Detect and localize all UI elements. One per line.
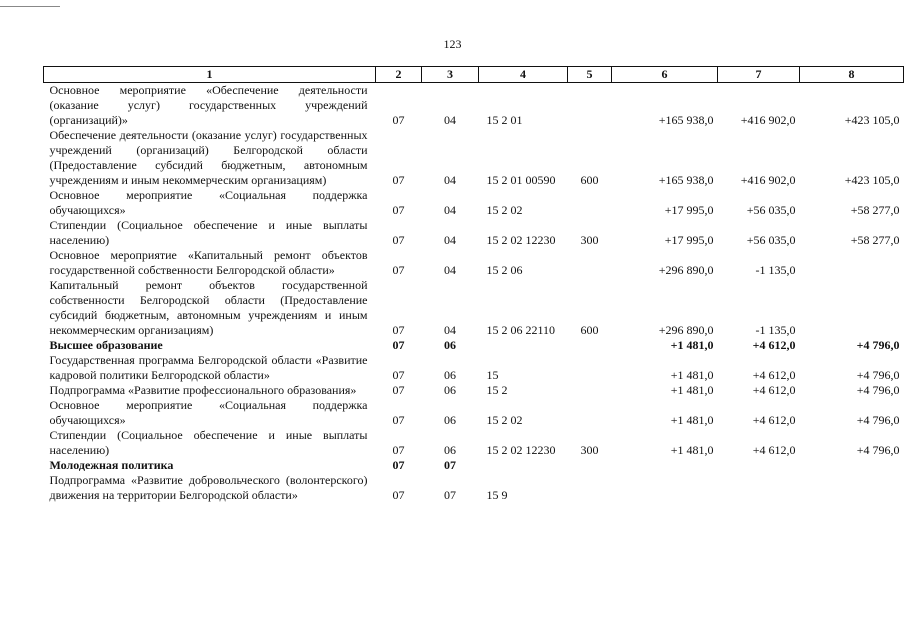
row-amount-3: +4 796,0 [856, 383, 900, 397]
row-expense-type [568, 248, 612, 278]
row-subsection: 06 [444, 443, 456, 457]
row-amount-3 [800, 458, 904, 473]
header-row [44, 67, 904, 83]
row-amount-2: +56 035,0 [746, 203, 796, 217]
row-amount-2 [718, 458, 800, 473]
header-col-2: 2 [376, 67, 422, 83]
table-row [44, 458, 904, 473]
row-amount-2: -1 135,0 [755, 323, 796, 337]
row-amount-1: +1 481,0 [670, 413, 714, 427]
row-amount-3 [800, 473, 904, 503]
header-col-4: 4 [479, 67, 568, 83]
row-amount-2: +416 902,0 [740, 173, 796, 187]
header-col-8: 8 [800, 67, 904, 83]
row-expense-type [568, 188, 612, 218]
row-name: Основное мероприятие «Капитальный ремонт объектов государственной собственности Белгородской области» [49, 248, 368, 277]
row-amount-2: +4 612,0 [752, 338, 796, 352]
header-col-7: 7 [718, 67, 800, 83]
table-row [44, 218, 904, 248]
row-amount-3: +4 796,0 [856, 413, 900, 427]
table-row [44, 278, 904, 338]
row-expense-type [568, 458, 612, 473]
row-name: Подпрограмма «Развитие добровольческого (волонтерского) движения на территории Белгородской области» [49, 473, 368, 502]
row-amount-1: +1 481,0 [670, 443, 714, 457]
row-target-article: 15 2 02 12230 [486, 443, 556, 457]
row-amount-2: +4 612,0 [752, 413, 796, 427]
row-expense-type [568, 338, 612, 353]
row-section: 07 [392, 383, 405, 397]
row-subsection: 07 [444, 488, 456, 502]
row-amount-3: +423 105,0 [844, 173, 900, 187]
scan-mark [0, 6, 60, 7]
row-amount-1: +1 481,0 [670, 383, 714, 397]
row-target-article: 15 2 02 12230 [486, 233, 556, 247]
row-section: 07 [392, 113, 405, 127]
row-amount-1: +1 481,0 [670, 338, 714, 352]
row-subsection: 06 [444, 413, 456, 427]
row-amount-2: -1 135,0 [755, 263, 796, 277]
row-amount-1: +165 938,0 [658, 113, 714, 127]
row-section: 07 [392, 413, 405, 427]
table-row [44, 338, 904, 353]
row-name: Молодежная политика [49, 458, 174, 472]
row-name: Капитальный ремонт объектов государственной собственности Белгородской области (Предоставление субсидий бюджетным, автономным учреждениям и иным некоммерческим организациям) [49, 278, 368, 337]
row-amount-1 [612, 458, 718, 473]
row-target-article: 15 2 06 [486, 263, 523, 277]
row-expense-type [568, 398, 612, 428]
row-name: Стипендии (Социальное обеспечение и иные выплаты населению) [49, 428, 368, 457]
row-amount-3: +58 277,0 [850, 233, 900, 247]
row-target-article [479, 458, 568, 473]
row-name: Высшее образование [49, 338, 163, 352]
row-amount-2 [718, 473, 800, 503]
row-amount-3 [800, 248, 904, 278]
row-amount-1: +296 890,0 [658, 323, 714, 337]
table-row [44, 248, 904, 278]
row-subsection: 04 [444, 233, 456, 247]
row-amount-3: +4 796,0 [856, 368, 900, 382]
row-expense-type [568, 473, 612, 503]
budget-table [43, 66, 904, 503]
row-expense-type [568, 383, 612, 398]
row-amount-2: +56 035,0 [746, 233, 796, 247]
row-target-article: 15 2 06 22110 [486, 323, 556, 337]
table-row [44, 83, 904, 129]
row-section: 07 [392, 443, 405, 457]
row-subsection: 04 [444, 113, 456, 127]
row-amount-1 [612, 473, 718, 503]
table-row [44, 128, 904, 188]
header-col-5: 5 [568, 67, 612, 83]
row-target-article: 15 2 02 [486, 203, 523, 217]
row-name: Основное мероприятие «Обеспечение деятельности (оказание услуг) государственных учреждений (организаций)» [49, 83, 368, 127]
header-col-3: 3 [422, 67, 479, 83]
row-subsection: 04 [444, 203, 456, 217]
row-amount-3: +4 796,0 [856, 443, 900, 457]
row-name: Подпрограмма «Развитие профессионального образования» [49, 383, 357, 397]
row-target-article [479, 338, 568, 353]
row-amount-1: +17 995,0 [664, 233, 714, 247]
row-amount-3: +58 277,0 [850, 203, 900, 217]
row-subsection: 06 [444, 368, 456, 382]
row-amount-1: +1 481,0 [670, 368, 714, 382]
row-expense-type [568, 83, 612, 129]
row-target-article: 15 [486, 368, 499, 382]
row-section: 07 [392, 203, 405, 217]
table-row [44, 398, 904, 428]
row-target-article: 15 2 [486, 383, 508, 397]
row-name: Государственная программа Белгородской области «Развитие кадровой политики Белгородской области» [49, 353, 368, 382]
row-name: Обеспечение деятельности (оказание услуг) государственных учреждений (организаций) Белгородской области (Предоставление субсидий бюджетным, автономным учреждениям и иным некоммерческим организациям) [49, 128, 368, 187]
row-section: 07 [392, 233, 405, 247]
row-subsection: 06 [444, 338, 456, 352]
row-target-article: 15 2 02 [486, 413, 523, 427]
row-amount-3: +4 796,0 [856, 338, 900, 352]
row-subsection: 07 [444, 458, 456, 472]
table-row [44, 188, 904, 218]
row-expense-type: 300 [580, 233, 599, 247]
row-amount-1: +165 938,0 [658, 173, 714, 187]
row-subsection: 04 [444, 323, 456, 337]
table-row [44, 428, 904, 458]
row-amount-2: +4 612,0 [752, 443, 796, 457]
table-row [44, 353, 904, 383]
row-subsection: 04 [444, 263, 456, 277]
row-section: 07 [392, 263, 405, 277]
row-subsection: 04 [444, 173, 456, 187]
row-expense-type: 600 [580, 173, 599, 187]
row-target-article: 15 2 01 00590 [486, 173, 556, 187]
row-name: Стипендии (Социальное обеспечение и иные выплаты населению) [49, 218, 368, 247]
row-target-article: 15 9 [486, 488, 508, 502]
row-name: Основное мероприятие «Социальная поддержка обучающихся» [49, 398, 368, 427]
page-number: 123 [443, 37, 462, 51]
row-name: Основное мероприятие «Социальная поддержка обучающихся» [49, 188, 368, 217]
row-expense-type: 600 [580, 323, 599, 337]
row-amount-3 [800, 278, 904, 338]
row-subsection: 06 [444, 383, 456, 397]
row-section: 07 [392, 173, 405, 187]
row-amount-1: +296 890,0 [658, 263, 714, 277]
header-col-1: 1 [44, 67, 376, 83]
row-section: 07 [392, 323, 405, 337]
row-amount-2: +4 612,0 [752, 383, 796, 397]
row-section: 07 [392, 488, 405, 502]
row-section: 07 [392, 458, 405, 472]
row-amount-2: +4 612,0 [752, 368, 796, 382]
table-row [44, 383, 904, 398]
row-amount-1: +17 995,0 [664, 203, 714, 217]
row-amount-3: +423 105,0 [844, 113, 900, 127]
header-col-6: 6 [612, 67, 718, 83]
row-target-article: 15 2 01 [486, 113, 523, 127]
row-amount-2: +416 902,0 [740, 113, 796, 127]
row-section: 07 [392, 338, 405, 352]
table-row [44, 473, 904, 503]
row-section: 07 [392, 368, 405, 382]
row-expense-type [568, 353, 612, 383]
row-expense-type: 300 [580, 443, 599, 457]
